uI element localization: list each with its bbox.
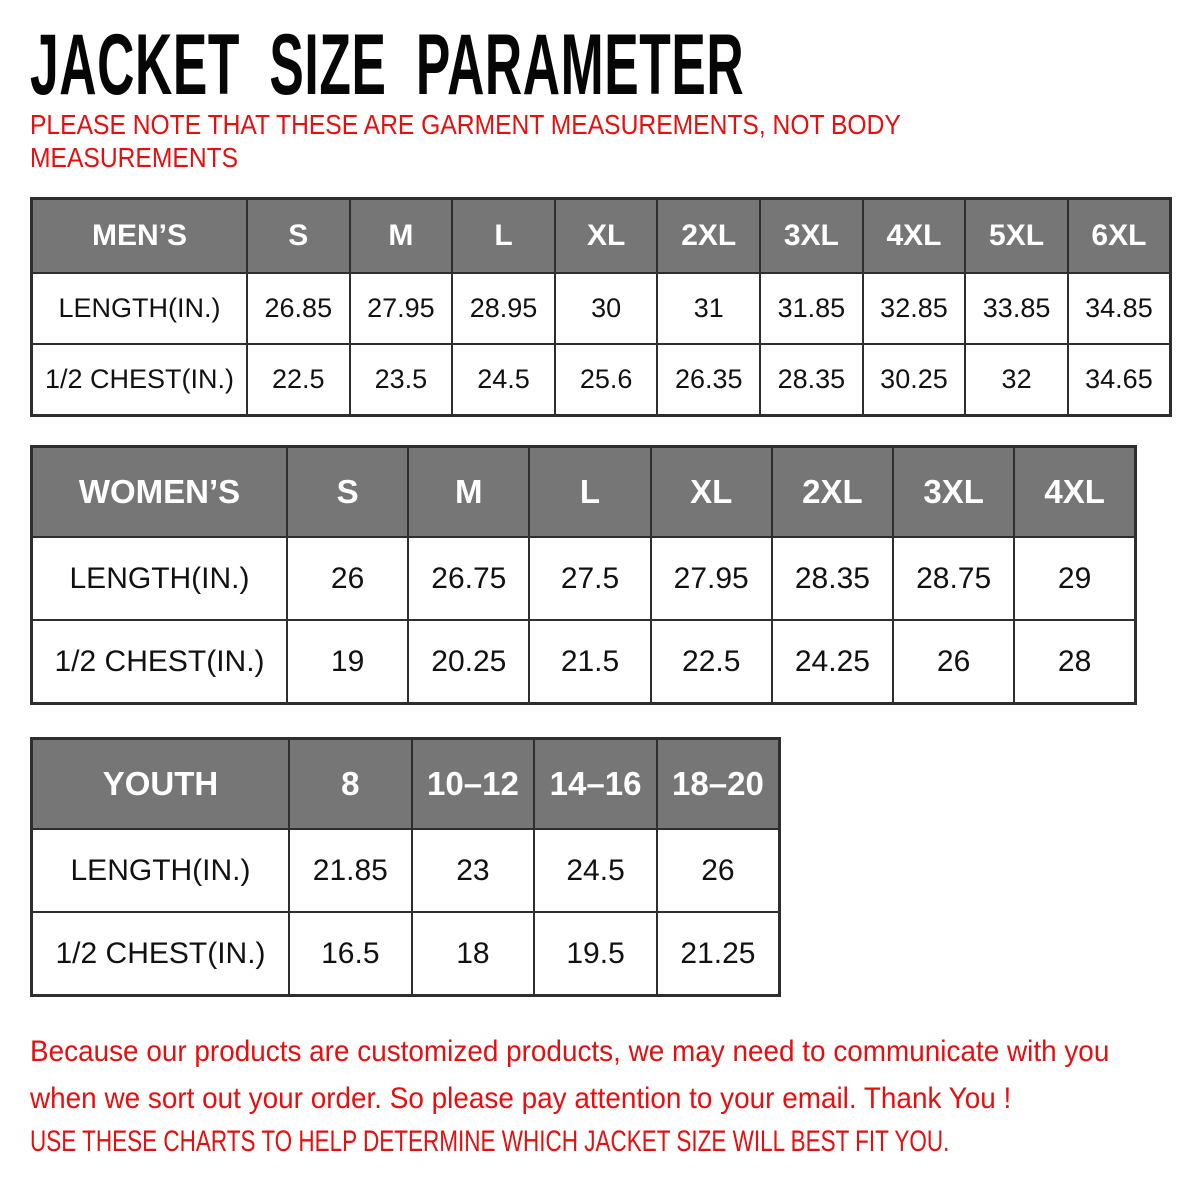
- measurement-value-cell: 28.35: [772, 537, 893, 620]
- size-column-header: 3XL: [893, 447, 1014, 538]
- measurement-value-cell: 27.5: [529, 537, 650, 620]
- measurement-value-cell: 31.85: [760, 273, 863, 344]
- measurement-value-cell: 21.85: [289, 829, 412, 912]
- page-title: [30, 17, 1200, 113]
- size-column-header: 6XL: [1068, 199, 1171, 274]
- measurement-row: [32, 344, 1171, 416]
- measurement-value-cell: 26: [893, 620, 1014, 704]
- size-column-header: L: [452, 199, 555, 274]
- page-title-text: JACKET SIZE PARAMETER: [30, 17, 745, 113]
- youth-size-table: [30, 737, 781, 997]
- size-header-row: [32, 199, 1171, 274]
- measurement-row: [32, 829, 780, 912]
- measurement-value-cell: 16.5: [289, 912, 412, 996]
- youth-size-table-container: [30, 737, 781, 997]
- measurement-value-cell: 24.25: [772, 620, 893, 704]
- size-column-header: L: [529, 447, 650, 538]
- measurement-value-cell: 28.35: [760, 344, 863, 416]
- youth-group-label-cell: YOUTH: [32, 739, 290, 830]
- measurement-row-label: 1/2 CHEST(IN.): [32, 620, 288, 704]
- measurement-value-cell: 28.75: [893, 537, 1014, 620]
- customization-notice: [30, 1028, 1191, 1122]
- measurement-value-cell: 24.5: [452, 344, 555, 416]
- measurement-value-cell: 31: [657, 273, 760, 344]
- measurement-value-cell: 20.25: [408, 620, 529, 704]
- measurement-value-cell: 29: [1014, 537, 1135, 620]
- measurement-value-cell: 26.85: [247, 273, 350, 344]
- size-column-header: XL: [651, 447, 772, 538]
- measurement-value-cell: 26.75: [408, 537, 529, 620]
- mens-size-table: [30, 197, 1172, 417]
- customization-notice-line: when we sort out your order. So please pay attention to your email. Thank You !: [30, 1082, 1012, 1115]
- measurement-row: [32, 912, 780, 996]
- mens-group-label-cell: MEN’S: [32, 199, 248, 274]
- measurement-value-cell: 25.6: [555, 344, 658, 416]
- measurement-value-cell: 32.85: [863, 273, 966, 344]
- measurement-row-label: LENGTH(IN.): [32, 537, 288, 620]
- size-column-header: 2XL: [657, 199, 760, 274]
- measurement-row-label: LENGTH(IN.): [32, 829, 290, 912]
- garment-measurement-note: [30, 108, 1020, 174]
- measurement-row: [32, 537, 1136, 620]
- size-column-header: 10–12: [412, 739, 535, 830]
- measurement-value-cell: 23: [412, 829, 535, 912]
- measurement-value-cell: 30: [555, 273, 658, 344]
- measurement-value-cell: 34.85: [1068, 273, 1171, 344]
- measurement-row-label: 1/2 CHEST(IN.): [32, 344, 248, 416]
- size-header-row: [32, 447, 1136, 538]
- measurement-value-cell: 19: [287, 620, 408, 704]
- measurement-value-cell: 32: [965, 344, 1068, 416]
- measurement-value-cell: 18: [412, 912, 535, 996]
- size-column-header: 14–16: [534, 739, 657, 830]
- womens-size-table-container: [30, 445, 1137, 705]
- size-column-header: 4XL: [1014, 447, 1135, 538]
- size-column-header: XL: [555, 199, 658, 274]
- mens-size-table-container: [30, 197, 1172, 417]
- size-column-header: S: [287, 447, 408, 538]
- measurement-row-label: 1/2 CHEST(IN.): [32, 912, 290, 996]
- measurement-value-cell: 19.5: [534, 912, 657, 996]
- size-column-header: 18–20: [657, 739, 780, 830]
- measurement-value-cell: 22.5: [651, 620, 772, 704]
- measurement-row-label: LENGTH(IN.): [32, 273, 248, 344]
- measurement-value-cell: 27.95: [350, 273, 453, 344]
- measurement-row: [32, 273, 1171, 344]
- fit-advice-note: USE THESE CHARTS TO HELP DETERMINE WHICH JACKET SIZE WILL BEST FIT YOU.: [30, 1125, 950, 1158]
- measurement-value-cell: 22.5: [247, 344, 350, 416]
- size-column-header: 3XL: [760, 199, 863, 274]
- size-column-header: M: [408, 447, 529, 538]
- womens-size-table: [30, 445, 1137, 705]
- size-column-header: 8: [289, 739, 412, 830]
- measurement-value-cell: 30.25: [863, 344, 966, 416]
- note-line: PLEASE NOTE THAT THESE ARE GARMENT MEASUREMENTS, NOT BODY: [30, 109, 901, 140]
- measurement-value-cell: 28.95: [452, 273, 555, 344]
- size-column-header: M: [350, 199, 453, 274]
- size-header-row: [32, 739, 780, 830]
- womens-group-label-cell: WOMEN’S: [32, 447, 288, 538]
- measurement-value-cell: 26: [657, 829, 780, 912]
- measurement-value-cell: 33.85: [965, 273, 1068, 344]
- measurement-value-cell: 27.95: [651, 537, 772, 620]
- measurement-value-cell: 34.65: [1068, 344, 1171, 416]
- size-column-header: 2XL: [772, 447, 893, 538]
- customization-notice-line: Because our products are customized products, we may need to communicate with you: [30, 1035, 1110, 1068]
- measurement-value-cell: 24.5: [534, 829, 657, 912]
- note-line: MEASUREMENTS: [30, 142, 239, 173]
- size-column-header: 4XL: [863, 199, 966, 274]
- measurement-row: [32, 620, 1136, 704]
- measurement-value-cell: 21.25: [657, 912, 780, 996]
- measurement-value-cell: 26.35: [657, 344, 760, 416]
- measurement-value-cell: 23.5: [350, 344, 453, 416]
- measurement-value-cell: 26: [287, 537, 408, 620]
- measurement-value-cell: 28: [1014, 620, 1135, 704]
- size-column-header: 5XL: [965, 199, 1068, 274]
- measurement-value-cell: 21.5: [529, 620, 650, 704]
- size-column-header: S: [247, 199, 350, 274]
